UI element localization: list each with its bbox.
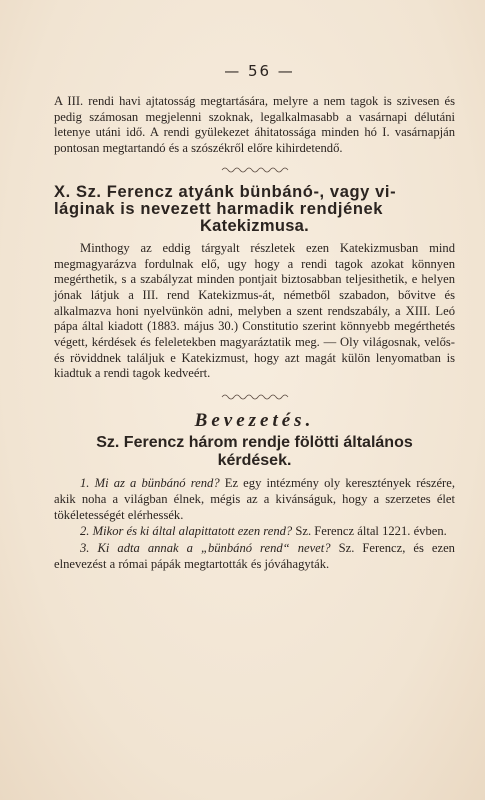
qa-item-1 xyxy=(54,476,455,523)
subtitle-line2: kérdések. xyxy=(217,452,292,470)
qa-number: 3. xyxy=(80,540,90,555)
qa-question: Mikor és ki által alapittatott ezen rend? xyxy=(92,524,293,539)
section-heading-line3: Katekizmusa. xyxy=(199,216,310,235)
qa-answer: Ez egy intézmény oly keresztények részére, akik noha a világban élnek, mégis az a kivánságuk, hogy a szerzetes élet tökéletességét elérhessék. xyxy=(54,476,455,522)
qa-number: 2. xyxy=(80,524,90,539)
qa-answer: Sz. Ferencz által 1221. évben. xyxy=(292,524,447,539)
section-heading-line2: láginak is nevezett harmadik rendjének xyxy=(54,199,384,218)
wavy-divider-icon xyxy=(220,392,290,402)
qa-question: Ki adta annak a „bünbánó rend“ nevet? xyxy=(97,540,331,555)
intro-paragraph: A III. rendi havi ajtatosság megtartására, melyre a nem tagok is szivesen és pedig számosan megjelenni szoknak, legalkalmasabb a vasárnapi délutáni letenye utáni idő. A rendi gyülekezet áhitatossága minden hó I. vasárnapján pontosan megtartandó és a szószékről előre kihirdetendő. xyxy=(54,94,455,156)
qa-question: Mi az a bünbánó rend? xyxy=(94,476,220,491)
bevezetes-title: Bevezetés. xyxy=(194,410,315,432)
page-number: — 56 — xyxy=(224,62,295,80)
qa-answer: Sz. Ferencz, és ezen elnevezést a római pápák megtartották és jóváhagyták. xyxy=(54,540,455,571)
subtitle-line1: Sz. Ferencz három rendje fölötti általános xyxy=(96,434,413,452)
wavy-divider-icon xyxy=(220,165,290,175)
qa-item-3 xyxy=(54,541,455,572)
section-heading-line1: X. Sz. Ferencz atyánk bünbánó-, vagy vi- xyxy=(54,182,397,201)
qa-item-2 xyxy=(54,524,455,540)
section-paragraph: Minthogy az eddig tárgyalt részletek ezen Katekizmusban mind megmagyarázva fordulnak elő, ugy hogy a rendi tagok azokat könnyen megérthetik, s a szabályzat minden pontjait biztosabban teljesithetik, e helyen jónak látjuk a III. rend Katekizmus-át, németből szabadon, bővitve és alkalmazva honi nyelvünkön adni, melyben a szent rendszabály, a XIII. Leó pápa által kiadott (1883. május 30.) Constitutio szerint könnyebb megérthetés végett, kérdések és feleletekben magyaráztatik meg. — Oly világosnak, velős- és röviddnek találjuk e Katekizmust, hogy azt magát külön lenyomatban is kiadtuk a rendi tagok kedveért. xyxy=(54,240,455,381)
qa-number: 1. xyxy=(80,476,90,491)
